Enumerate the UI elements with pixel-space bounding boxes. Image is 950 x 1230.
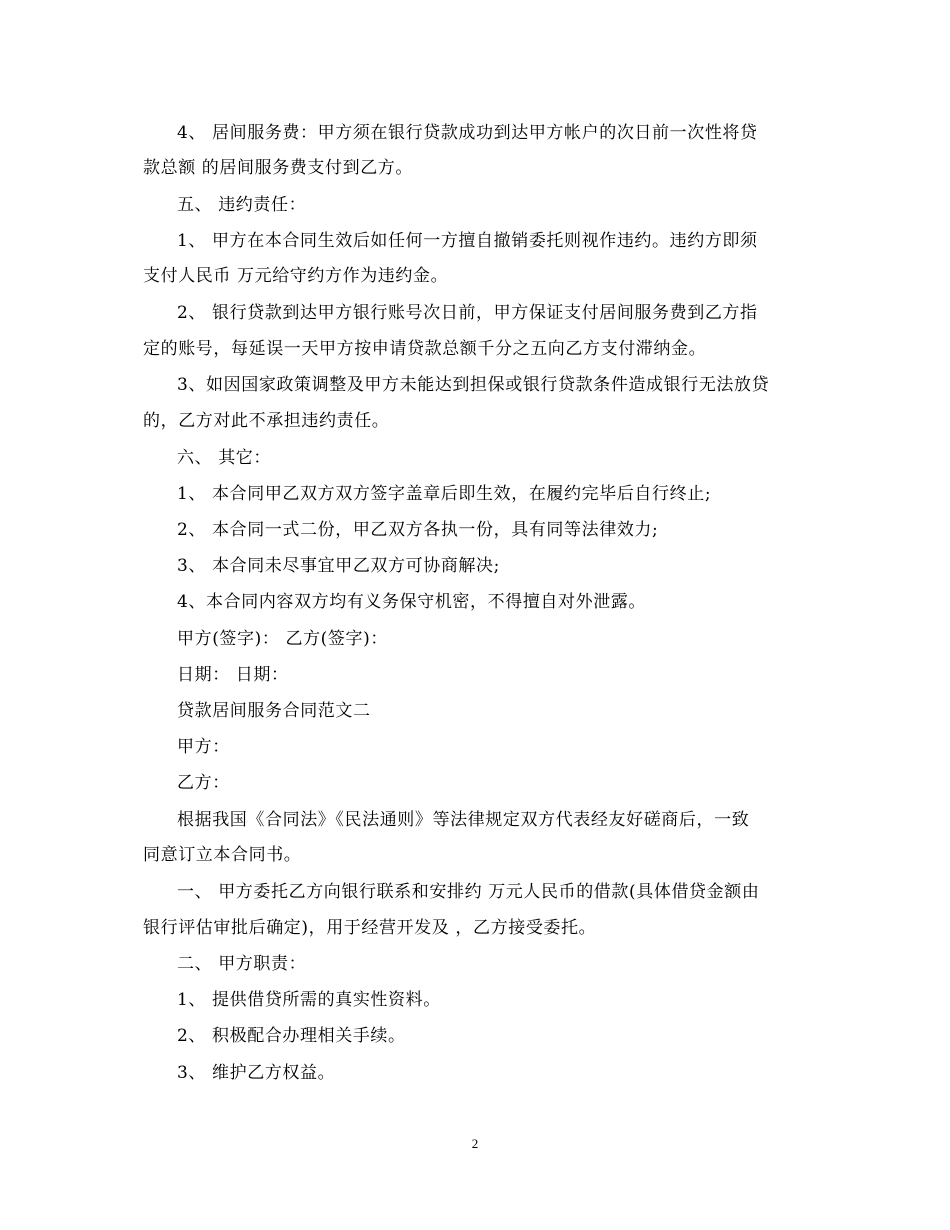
paragraph-line: 款总额 的居间服务费支付到乙方。 <box>143 158 414 178</box>
section-heading: 五、 违约责任： <box>177 195 307 215</box>
paragraph-line: 支付人民币 万元给守约方作为违约金。 <box>143 266 449 286</box>
section-heading: 六、 其它： <box>177 448 272 468</box>
paragraph-line: 3、 维护乙方权益。 <box>177 1063 336 1083</box>
paragraph-line: 银行评估审批后确定)，用于经营开发及 ，乙方接受委托。 <box>143 918 597 938</box>
page-number: 2 <box>471 1136 479 1151</box>
paragraph-line: 1、 本合同甲乙双方双方签字盖章后即生效，在履约完毕后自行终止; <box>177 484 712 504</box>
signature-line: 甲方(签字)： 乙方(签字)： <box>177 629 388 649</box>
paragraph-line: 3、 本合同未尽事宜甲乙双方可协商解决; <box>177 556 500 576</box>
party-b-line: 乙方： <box>177 773 230 793</box>
paragraph-line: 4、 居间服务费：甲方须在银行贷款成功到达甲方帐户的次日前一次性将贷 <box>177 123 758 143</box>
paragraph-line: 2、 本合同一式二份，甲乙双方各执一份，具有同等法律效力; <box>177 520 659 540</box>
paragraph-line: 的，乙方对此不承担违约责任。 <box>143 411 390 431</box>
paragraph-line: 定的账号，每延误一天甲方按申请贷款总额千分之五向乙方支付滞纳金。 <box>143 339 707 359</box>
paragraph-line: 根据我国《合同法》《民法通则》等法律规定双方代表经友好磋商后，一致 <box>177 810 750 830</box>
paragraph-line: 2、 银行贷款到达甲方银行账号次日前，甲方保证支付居间服务费到乙方指 <box>177 303 758 323</box>
party-a-line: 甲方： <box>177 737 230 757</box>
date-line: 日期： 日期： <box>177 665 289 685</box>
paragraph-line: 3、如因国家政策调整及甲方未能达到担保或银行贷款条件造成银行无法放贷 <box>177 375 770 395</box>
document-title: 贷款居间服务合同范文二 <box>177 701 371 721</box>
paragraph-line: 同意订立本合同书。 <box>143 845 302 865</box>
paragraph-line: 一、 甲方委托乙方向银行联系和安排约 万元人民币的借款(具体借贷金额由 <box>177 882 760 902</box>
paragraph-line: 1、 甲方在本合同生效后如任何一方擅自撤销委托则视作违约。违约方即须 <box>177 231 758 251</box>
paragraph-line: 1、 提供借贷所需的真实性资料。 <box>177 990 441 1010</box>
paragraph-line: 4、本合同内容双方均有义务保守机密，不得擅自对外泄露。 <box>177 592 647 612</box>
paragraph-line: 2、 积极配合办理相关手续。 <box>177 1026 406 1046</box>
section-heading: 二、 甲方职责： <box>177 954 307 974</box>
